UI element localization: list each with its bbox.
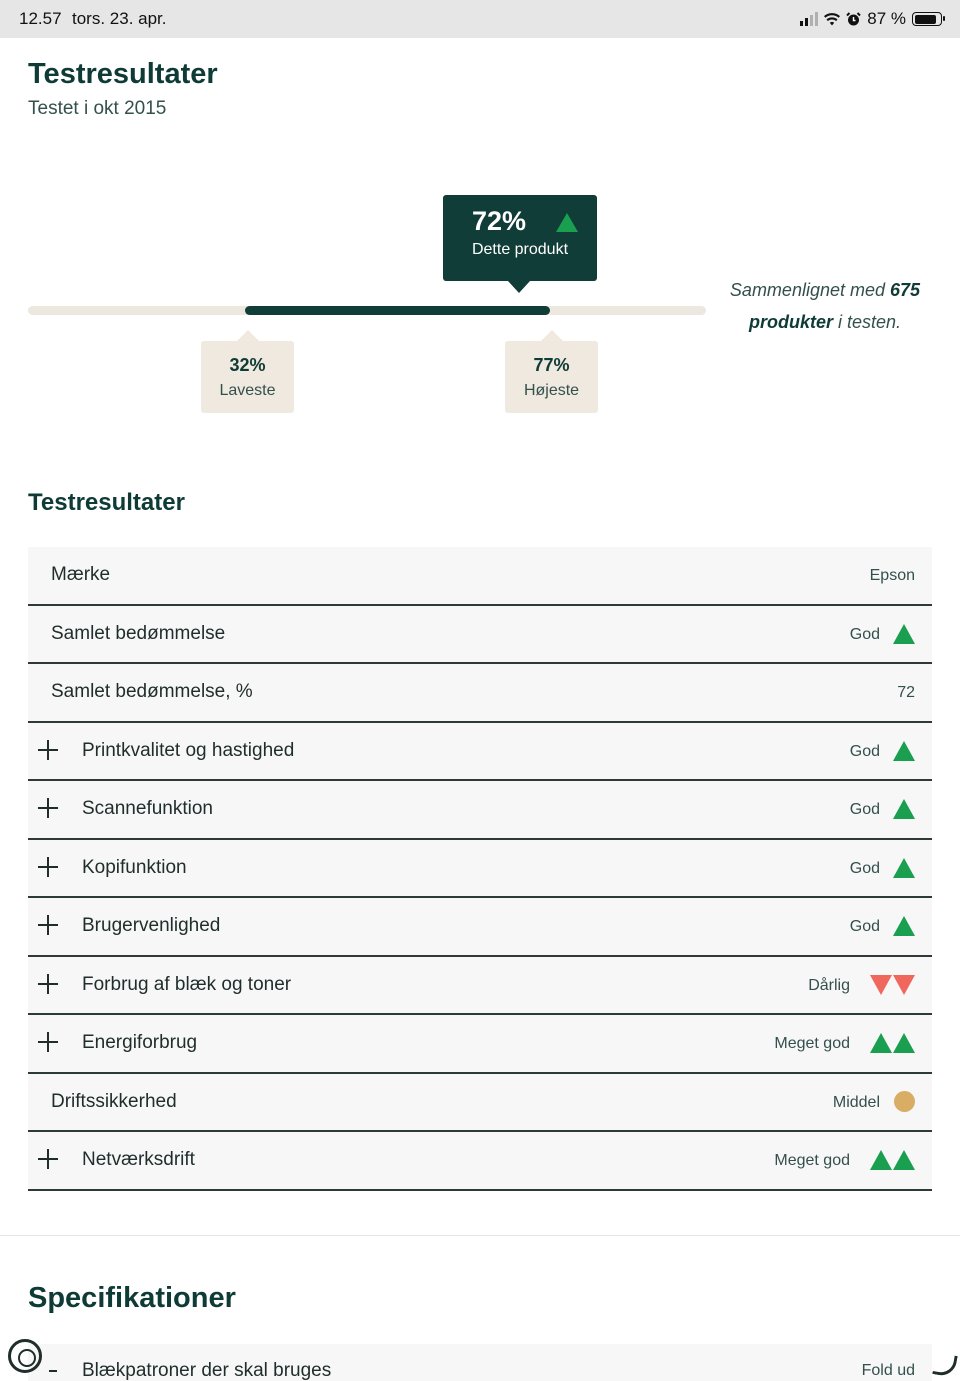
comparison-text bbox=[718, 274, 932, 338]
rating-down-icon bbox=[870, 975, 892, 995]
result-value: Meget god bbox=[774, 1035, 850, 1052]
comparison-count: 675 bbox=[890, 280, 921, 300]
result-label: Brugervenlighed bbox=[82, 915, 221, 936]
specs-section-title: Specifikationer bbox=[28, 1282, 236, 1314]
comparison-products: produkter bbox=[748, 312, 833, 332]
result-row bbox=[28, 664, 932, 723]
highest-score-value: 77% bbox=[533, 355, 570, 375]
status-time: 12.57 bbox=[19, 9, 62, 28]
result-value: God bbox=[849, 918, 880, 935]
product-score-box bbox=[443, 195, 597, 281]
expand-plus-icon[interactable] bbox=[38, 798, 58, 818]
lowest-score-label: Laveste bbox=[219, 382, 276, 399]
scroll-handle-icon bbox=[932, 1352, 957, 1377]
page-title: Testresultater bbox=[28, 58, 218, 90]
section-divider bbox=[0, 1235, 960, 1236]
rating-up-icon bbox=[556, 213, 578, 232]
spec-row-label: Blækpatroner der skal bruges bbox=[82, 1360, 332, 1381]
rating-down-icon bbox=[893, 975, 915, 995]
result-row[interactable] bbox=[28, 898, 932, 957]
result-row bbox=[28, 606, 932, 665]
result-row[interactable] bbox=[28, 840, 932, 899]
wifi-icon bbox=[824, 13, 840, 26]
rating-indicator bbox=[893, 623, 915, 645]
result-label: Scannefunktion bbox=[82, 798, 213, 819]
result-row[interactable] bbox=[28, 781, 932, 840]
result-row bbox=[28, 547, 932, 606]
product-score-label: Dette produkt bbox=[471, 241, 569, 258]
expand-plus-icon[interactable] bbox=[38, 1149, 58, 1169]
rating-up-icon bbox=[893, 1033, 915, 1053]
status-bar bbox=[0, 0, 960, 38]
result-value: Meget god bbox=[774, 1152, 850, 1169]
result-label: Netværksdrift bbox=[82, 1149, 195, 1170]
result-label: Mærke bbox=[51, 564, 111, 585]
rating-up-icon bbox=[893, 1150, 915, 1170]
result-value: Epson bbox=[869, 567, 915, 584]
product-score-value: 72% bbox=[472, 206, 527, 236]
expand-plus-icon[interactable] bbox=[38, 857, 58, 877]
results-table bbox=[28, 547, 932, 1191]
result-label: Samlet bedømmelse, % bbox=[51, 681, 253, 702]
comparison-suffix: i testen. bbox=[837, 312, 902, 332]
lowest-score-value: 32% bbox=[229, 355, 266, 375]
expand-plus-icon[interactable] bbox=[38, 915, 58, 935]
collapse-icon[interactable] bbox=[49, 1370, 57, 1372]
result-row[interactable] bbox=[28, 957, 932, 1016]
score-range-fill bbox=[245, 306, 550, 315]
status-indicators bbox=[800, 9, 942, 29]
results-section-title: Testresultater bbox=[28, 489, 185, 516]
expand-plus-icon[interactable] bbox=[38, 974, 58, 994]
signal-icon bbox=[800, 12, 818, 26]
result-row bbox=[28, 1074, 932, 1133]
expand-plus-icon[interactable] bbox=[38, 740, 58, 760]
status-date: tors. 23. apr. bbox=[72, 9, 167, 28]
result-value: God bbox=[849, 859, 880, 877]
highest-score-box bbox=[505, 341, 598, 413]
rating-up-icon bbox=[893, 916, 915, 936]
expand-button[interactable]: Fold ud bbox=[861, 1362, 915, 1379]
rating-indicator bbox=[893, 857, 915, 879]
result-value: God bbox=[849, 742, 880, 760]
result-label: Samlet bedømmelse bbox=[51, 622, 226, 644]
page-subtitle: Testet i okt 2015 bbox=[28, 98, 167, 119]
result-label: Forbrug af blæk og toner bbox=[82, 973, 292, 995]
lowest-score-box bbox=[201, 341, 294, 413]
result-row[interactable] bbox=[28, 1132, 932, 1191]
rating-indicator bbox=[870, 1032, 915, 1054]
rating-indicator bbox=[893, 740, 915, 762]
comparison-prefix: Sammenlignet med bbox=[729, 280, 885, 300]
rating-up-icon bbox=[893, 799, 915, 819]
alarm-icon bbox=[846, 12, 861, 27]
spec-row[interactable] bbox=[28, 1344, 932, 1381]
highest-score-label: Højeste bbox=[523, 382, 580, 399]
rating-up-icon bbox=[893, 741, 915, 761]
rating-indicator bbox=[893, 915, 915, 937]
rating-neutral-icon bbox=[894, 1091, 915, 1112]
result-label: Printkvalitet og hastighed bbox=[82, 739, 295, 761]
result-label: Driftssikkerhed bbox=[51, 1090, 177, 1112]
result-label: Energiforbrug bbox=[82, 1032, 198, 1053]
result-value: God bbox=[849, 625, 880, 643]
battery-icon bbox=[912, 12, 942, 26]
result-value: 72 bbox=[897, 684, 915, 701]
result-value: God bbox=[849, 801, 880, 818]
rating-indicator bbox=[870, 1149, 915, 1171]
result-value: Middel bbox=[832, 1093, 880, 1111]
result-row[interactable] bbox=[28, 1015, 932, 1074]
rating-up-icon bbox=[870, 1150, 892, 1170]
expand-plus-icon[interactable] bbox=[38, 1032, 58, 1052]
rating-indicator bbox=[893, 798, 915, 820]
rating-up-icon bbox=[870, 1033, 892, 1053]
rating-up-icon bbox=[893, 624, 915, 644]
result-value: Dårlig bbox=[808, 976, 850, 994]
result-label: Kopifunktion bbox=[82, 856, 187, 878]
result-row[interactable] bbox=[28, 723, 932, 782]
rating-indicator bbox=[870, 974, 915, 996]
rating-up-icon bbox=[893, 858, 915, 878]
score-range-track bbox=[28, 306, 706, 315]
rating-indicator bbox=[894, 1091, 915, 1113]
accessibility-icon[interactable] bbox=[8, 1339, 42, 1373]
battery-percentage: 87 % bbox=[867, 9, 906, 28]
